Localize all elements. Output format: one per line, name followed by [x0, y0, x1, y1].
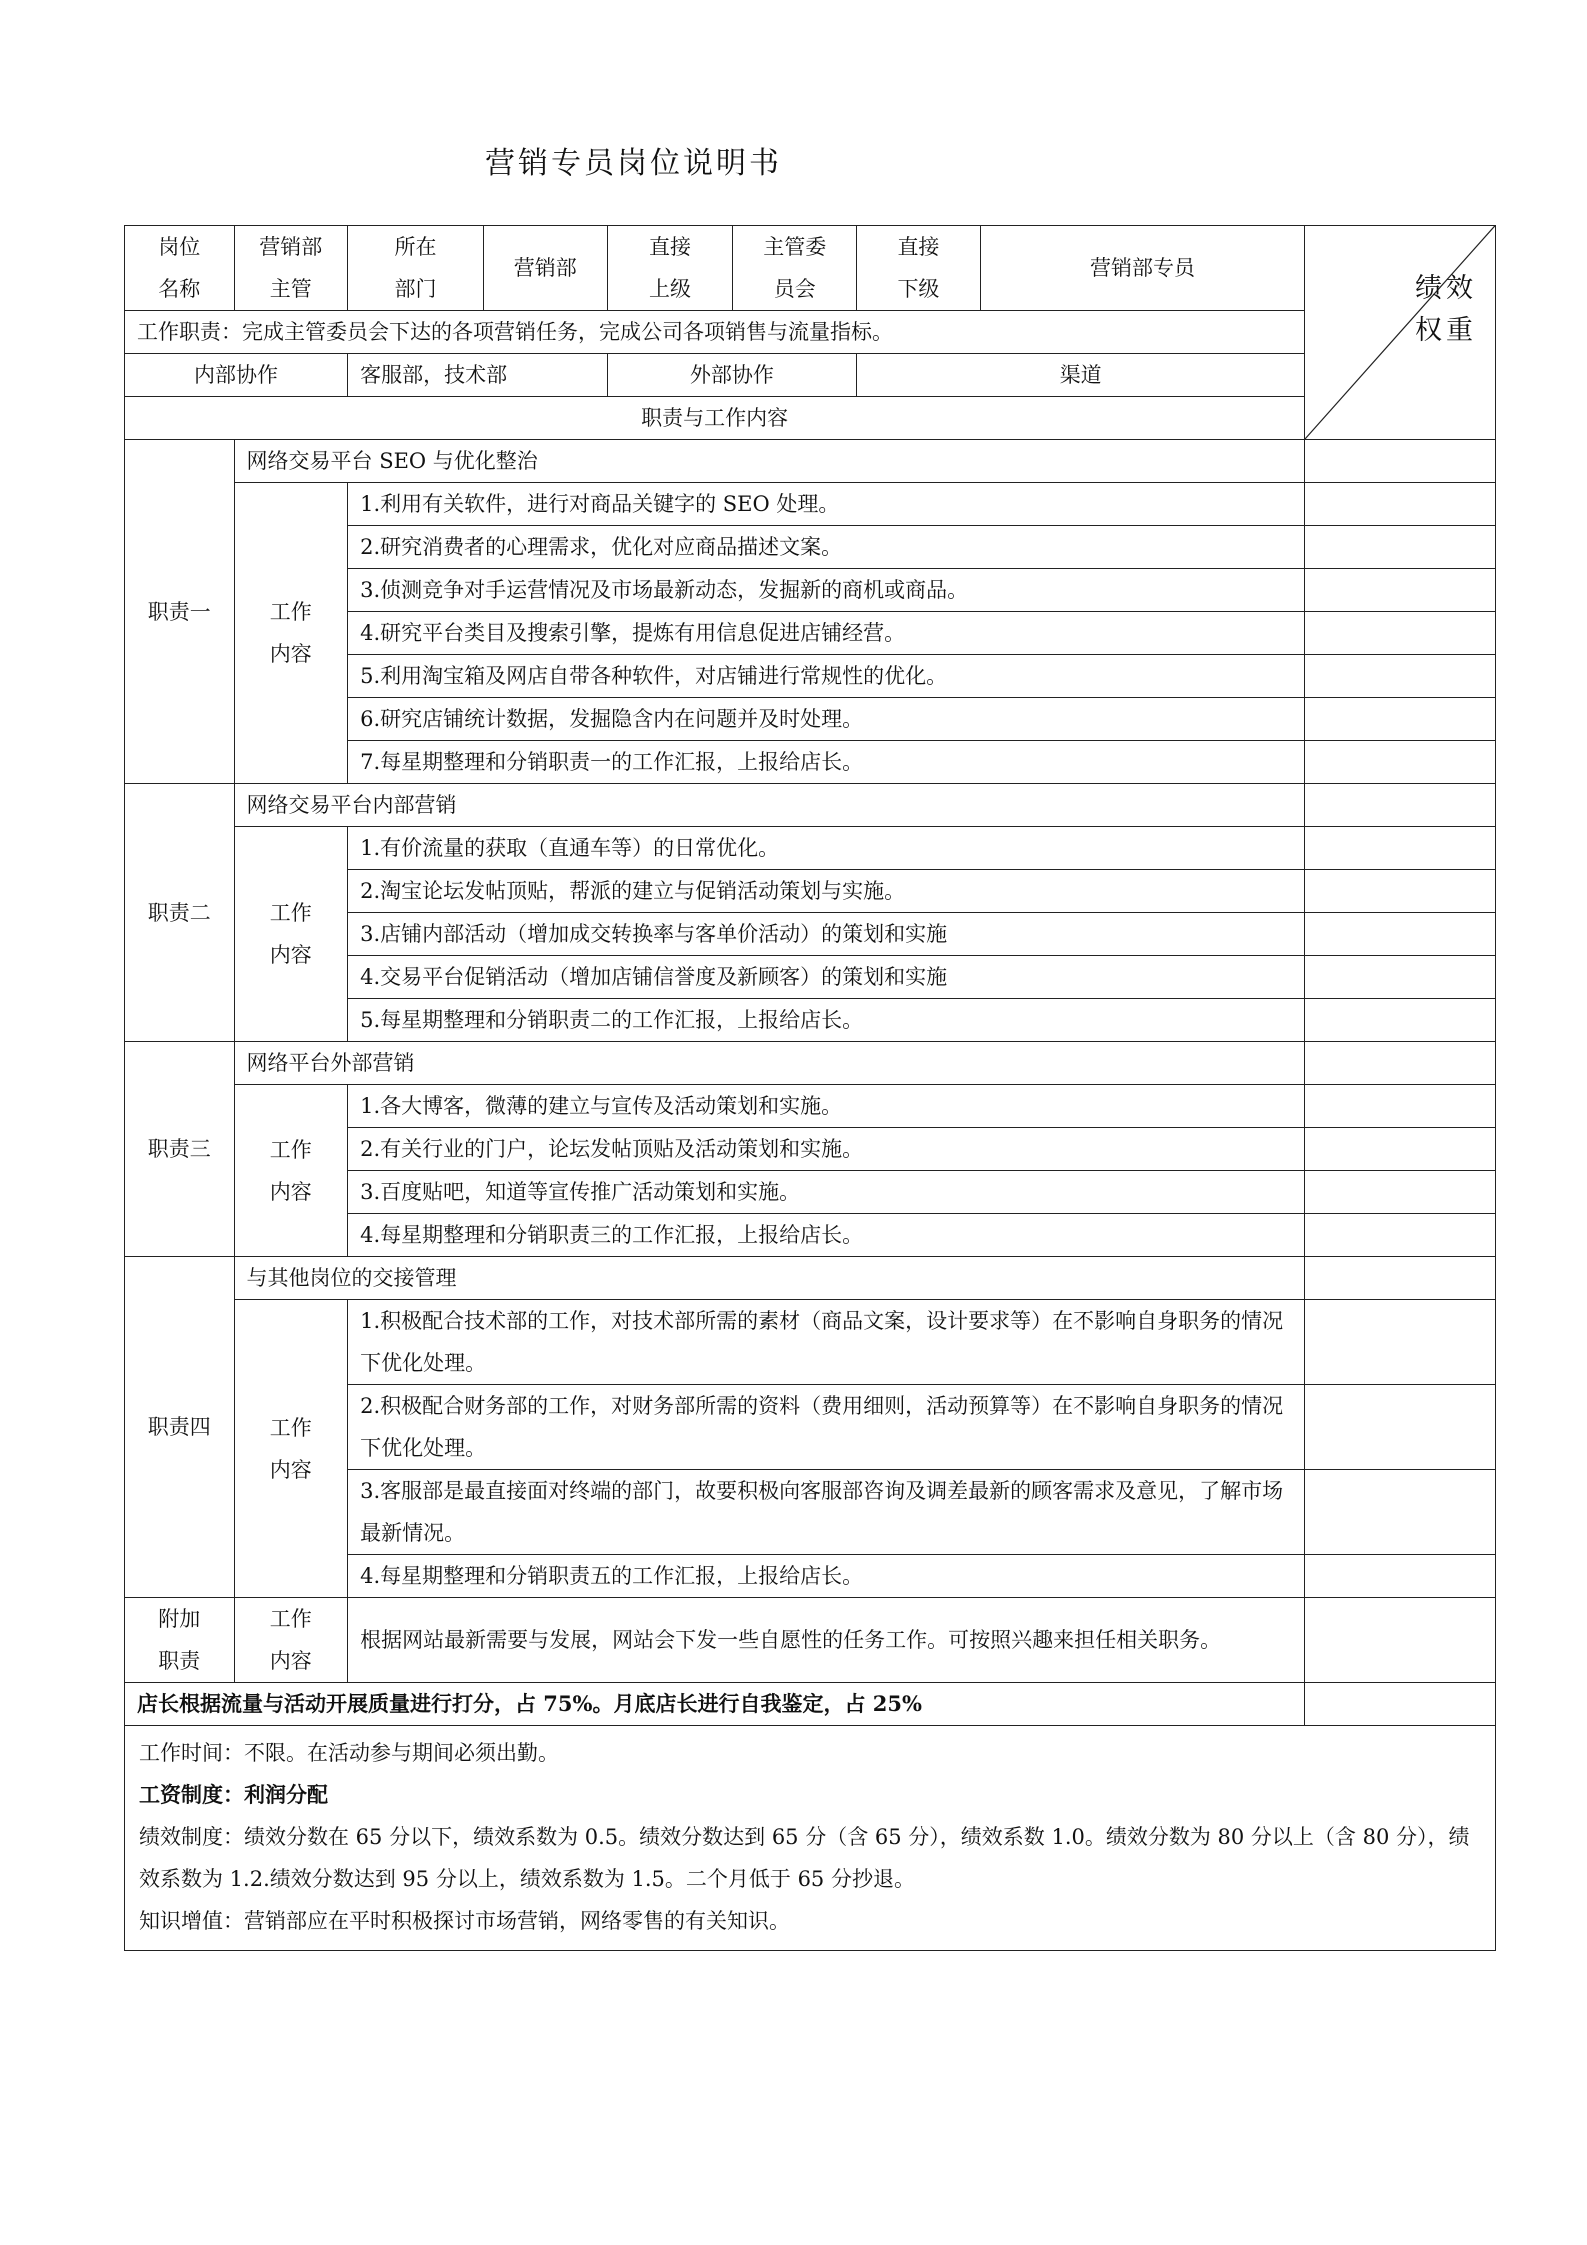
header-row-cooperation: [125, 354, 1496, 397]
duty-item-row: [125, 1300, 1496, 1385]
department-label: 所在 部门: [348, 226, 484, 311]
weight-header: [1305, 226, 1496, 440]
weight-cell: [1305, 913, 1496, 956]
duty-title-row: [125, 1042, 1496, 1085]
duty-label: 职责四: [125, 1257, 235, 1598]
header-row-section: [125, 397, 1496, 440]
duty-item: 4.每星期整理和分销职责五的工作汇报，上报给店长。: [348, 1555, 1305, 1598]
weight-cell: [1305, 1214, 1496, 1257]
duty-label: 职责一: [125, 440, 235, 784]
notes-block: [124, 1726, 1496, 1951]
evaluation-row: [125, 1683, 1496, 1726]
duty-item: 4.交易平台促销活动（增加店铺信誉度及新顾客）的策划和实施: [348, 956, 1305, 999]
work-content-label: 工作 内容: [234, 827, 348, 1042]
extra-duty-label: 附加 职责: [125, 1598, 235, 1683]
work-content-label: 工作 内容: [234, 1085, 348, 1257]
work-time-note: 工作时间：不限。在活动参与期间必须出勤。: [139, 1741, 559, 1765]
duty-item: 4.研究平台类目及搜索引擎，提炼有用信息促进店铺经营。: [348, 612, 1305, 655]
department-value: 营销部: [483, 226, 607, 311]
duty-title: 网络平台外部营销: [234, 1042, 1305, 1085]
duty-title-row: [125, 784, 1496, 827]
weight-cell: [1305, 655, 1496, 698]
section-title: 职责与工作内容: [125, 397, 1305, 440]
knowledge-note: 知识增值：营销部应在平时积极探讨市场营销，网络零售的有关知识。: [139, 1909, 790, 1933]
weight-cell: [1305, 1683, 1496, 1726]
performance-note: 绩效制度：绩效分数在 65 分以下，绩效系数为 0.5。绩效分数达到 65 分（含 65 分），绩效系数 1.0。绩效分数为 80 分以上（含 80 分），绩效系数为 1.2.绩效分数达到 95 分以上，绩效系数为 1.5。二个月低于 65 分抄退。: [139, 1825, 1470, 1891]
duty-item: 3.百度贴吧，知道等宣传推广活动策划和实施。: [348, 1171, 1305, 1214]
duty-item: 2.淘宝论坛发帖顶贴，帮派的建立与促销活动策划与实施。: [348, 870, 1305, 913]
superior-label: 直接 上级: [607, 226, 733, 311]
duty-item: 3.侦测竞争对手运营情况及市场最新动态，发掘新的商机或商品。: [348, 569, 1305, 612]
work-content-label: 工作 内容: [234, 1300, 348, 1598]
weight-cell: [1305, 569, 1496, 612]
duty-item-row: [125, 827, 1496, 870]
weight-cell: [1305, 698, 1496, 741]
duty-item-row: [125, 1085, 1496, 1128]
work-content-label: 工作 内容: [234, 483, 348, 784]
duty-item: 3.店铺内部活动（增加成交转换率与客单价活动）的策划和实施: [348, 913, 1305, 956]
work-content-label: 工作 内容: [234, 1598, 348, 1683]
duty-title: 网络交易平台内部营销: [234, 784, 1305, 827]
weight-cell: [1305, 1385, 1496, 1470]
weight-cell: [1305, 741, 1496, 784]
duty-item: 4.每星期整理和分销职责三的工作汇报，上报给店长。: [348, 1214, 1305, 1257]
weight-cell: [1305, 956, 1496, 999]
superior-value: 主管委 员会: [733, 226, 857, 311]
duty-item: 2.研究消费者的心理需求，优化对应商品描述文案。: [348, 526, 1305, 569]
weight-cell: [1305, 827, 1496, 870]
duty-label: 职责二: [125, 784, 235, 1042]
header-row-position: [125, 226, 1496, 311]
duty-title-row: [125, 1257, 1496, 1300]
duty-item: 1.积极配合技术部的工作，对技术部所需的素材（商品文案，设计要求等）在不影响自身职务的情况下优化处理。: [348, 1300, 1305, 1385]
duty-item: 1.有价流量的获取（直通车等）的日常优化。: [348, 827, 1305, 870]
duty-item: 5.每星期整理和分销职责二的工作汇报，上报给店长。: [348, 999, 1305, 1042]
duty-item: 5.利用淘宝箱及网店自带各种软件，对店铺进行常规性的优化。: [348, 655, 1305, 698]
duty-item: 1.各大博客，微薄的建立与宣传及活动策划和实施。: [348, 1085, 1305, 1128]
duty-item: 7.每星期整理和分销职责一的工作汇报，上报给店长。: [348, 741, 1305, 784]
duty-item: 2.积极配合财务部的工作，对财务部所需的资料（费用细则，活动预算等）在不影响自身职务的情况下优化处理。: [348, 1385, 1305, 1470]
weight-cell: [1305, 526, 1496, 569]
duty-title-row: [125, 440, 1496, 483]
document-title: 营销专员岗位说明书: [485, 146, 782, 181]
internal-coop-label: 内部协作: [125, 354, 348, 397]
weight-cell: [1305, 999, 1496, 1042]
weight-cell: [1305, 1042, 1496, 1085]
subordinate-value: 营销部专员: [980, 226, 1304, 311]
weight-header-label: 绩效 权重: [1415, 273, 1477, 346]
weight-cell: [1305, 612, 1496, 655]
duty-label: 职责三: [125, 1042, 235, 1257]
weight-cell: [1305, 1085, 1496, 1128]
weight-cell: [1305, 440, 1496, 483]
position-label: 岗位 名称: [125, 226, 235, 311]
subordinate-label: 直接 下级: [857, 226, 981, 311]
duty-item: 6.研究店铺统计数据，发掘隐含内在问题并及时处理。: [348, 698, 1305, 741]
duty-title: 网络交易平台 SEO 与优化整治: [234, 440, 1305, 483]
duty-item-row: [125, 483, 1496, 526]
weight-cell: [1305, 1300, 1496, 1385]
duty-item: 2.有关行业的门户，论坛发帖顶贴及活动策划和实施。: [348, 1128, 1305, 1171]
weight-cell: [1305, 1257, 1496, 1300]
weight-cell: [1305, 1555, 1496, 1598]
extra-duty-row: [125, 1598, 1496, 1683]
evaluation-text: 店长根据流量与活动开展质量进行打分，占 75%。月底店长进行自我鉴定，占 25%: [125, 1683, 1305, 1726]
weight-cell: [1305, 483, 1496, 526]
job-description-table: [124, 225, 1496, 1726]
weight-cell: [1305, 1598, 1496, 1683]
weight-cell: [1305, 1128, 1496, 1171]
internal-coop-value: 客服部，技术部: [348, 354, 608, 397]
header-row-duty: [125, 311, 1496, 354]
duty-title: 与其他岗位的交接管理: [234, 1257, 1305, 1300]
weight-cell: [1305, 1171, 1496, 1214]
duty-item: 1.利用有关软件，进行对商品关键字的 SEO 处理。: [348, 483, 1305, 526]
duty-summary: 工作职责：完成主管委员会下达的各项营销任务，完成公司各项销售与流量指标。: [125, 311, 1305, 354]
external-coop-value: 渠道: [857, 354, 1305, 397]
external-coop-label: 外部协作: [607, 354, 856, 397]
weight-cell: [1305, 784, 1496, 827]
extra-duty-content: 根据网站最新需要与发展，网站会下发一些自愿性的任务工作。可按照兴趣来担任相关职务。: [348, 1598, 1305, 1683]
position-value: 营销部 主管: [234, 226, 348, 311]
weight-cell: [1305, 1470, 1496, 1555]
weight-cell: [1305, 870, 1496, 913]
duty-item: 3.客服部是最直接面对终端的部门，故要积极向客服部咨询及调差最新的顾客需求及意见，了解市场最新情况。: [348, 1470, 1305, 1555]
salary-note: 工资制度：利润分配: [139, 1782, 328, 1807]
